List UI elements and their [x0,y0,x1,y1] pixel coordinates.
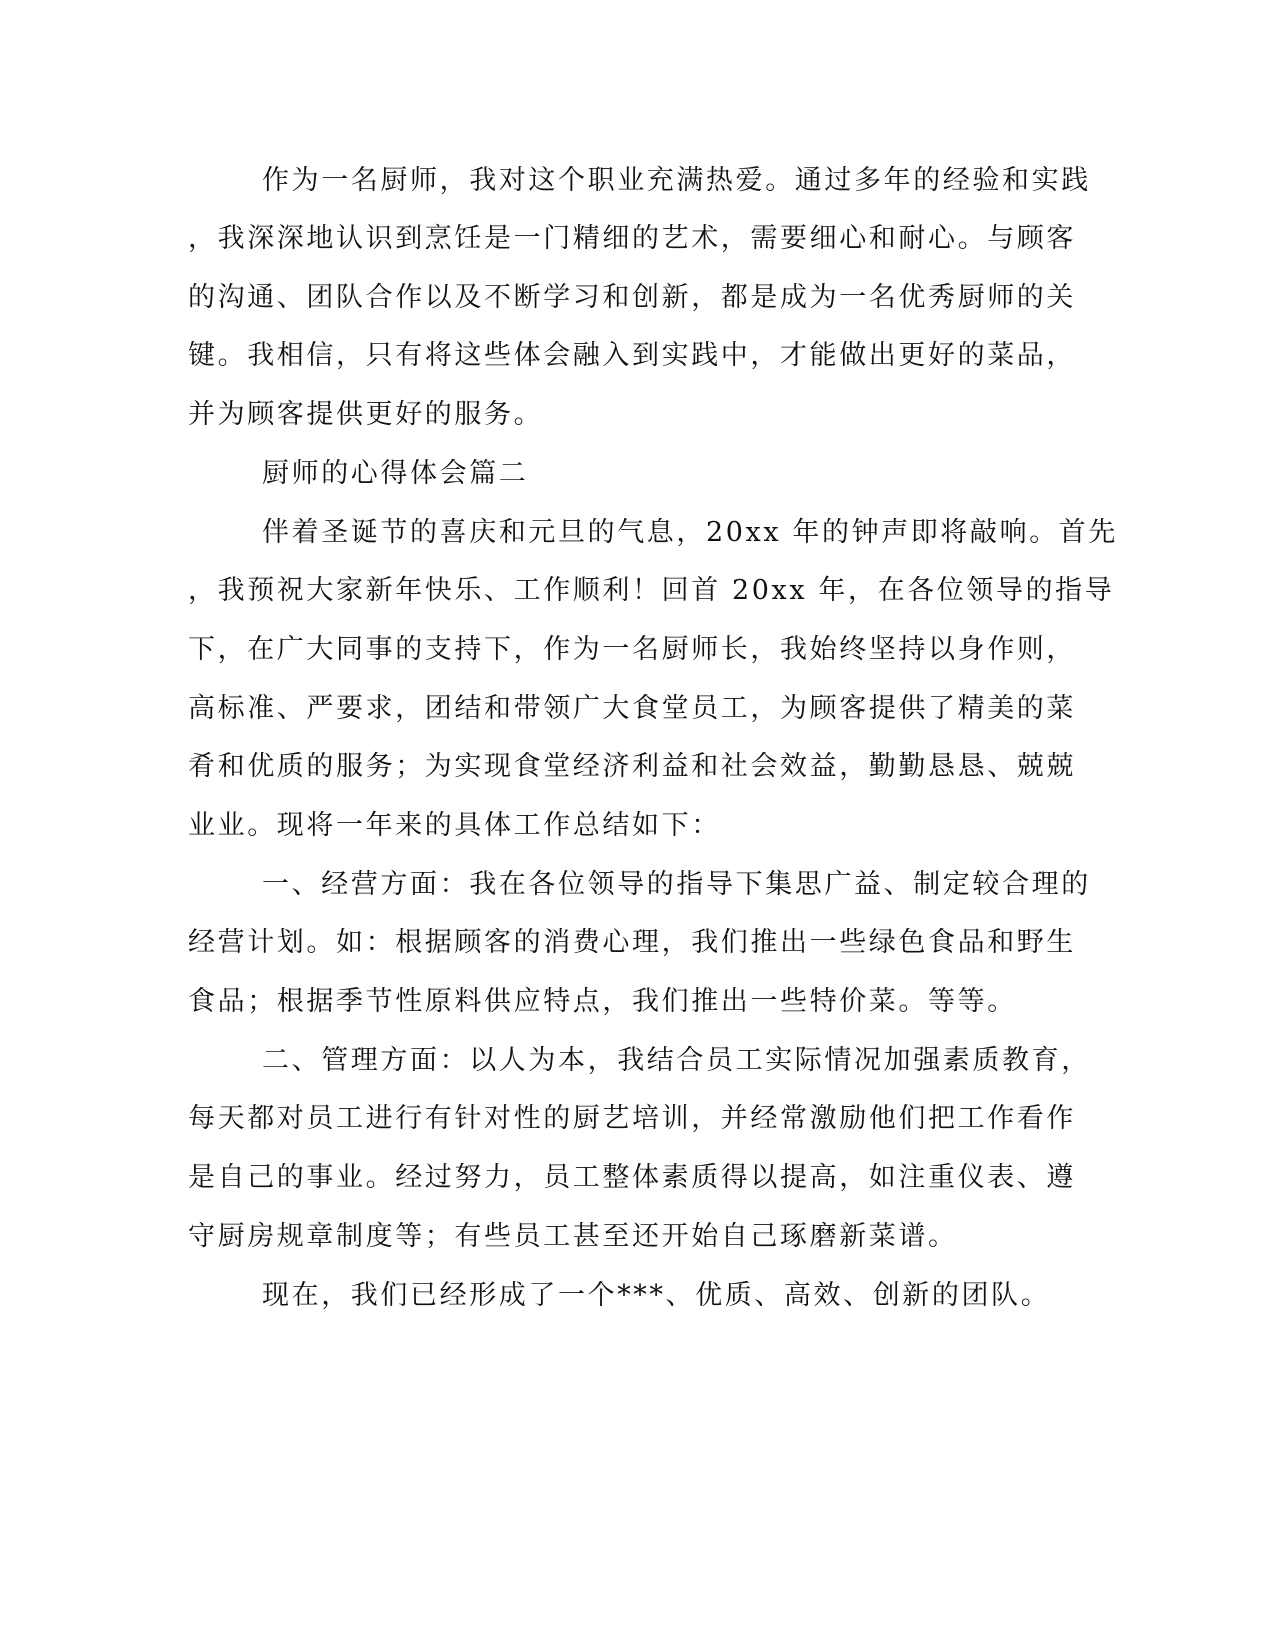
text-line: 并为顾客提供更好的服务。 [188,399,544,430]
text-line: 现在，我们已经形成了一个***、优质、高效、创新的团队。 [262,1280,1051,1311]
text-line: 的沟通、团队合作以及不断学习和创新，都是成为一名优秀厨师的关 [188,282,1076,313]
text-line: 经营计划。如：根据顾客的消费心理，我们推出一些绿色食品和野生 [188,927,1076,958]
text-line: ，我预祝大家新年快乐、工作顺利！回首 20xx 年，在各位领导的指导 [188,575,1115,606]
text-line: 守厨房规章制度等；有些员工甚至还开始自己琢磨新菜谱。 [188,1221,958,1252]
text-line: 食品；根据季节性原料供应特点，我们推出一些特价菜。等等。 [188,986,1017,1017]
text-line: 是自己的事业。经过努力，员工整体素质得以提高，如注重仪表、遵 [188,1162,1076,1193]
section-heading: 厨师的心得体会篇二 [262,458,529,489]
text-line: 伴着圣诞节的喜庆和元旦的气息，20xx 年的钟声即将敲响。首先 [262,517,1118,548]
text-line: 键。我相信，只有将这些体会融入到实践中，才能做出更好的菜品， [188,340,1076,371]
text-line: 业业。现将一年来的具体工作总结如下： [188,810,721,841]
text-line: 下，在广大同事的支持下，作为一名厨师长，我始终坚持以身作则， [188,634,1076,665]
text-line: 肴和优质的服务；为实现食堂经济利益和社会效益，勤勤恳恳、兢兢 [188,751,1076,782]
text-line: 每天都对员工进行有针对性的厨艺培训，并经常激励他们把工作看作 [188,1103,1076,1134]
text-line: 一、经营方面：我在各位领导的指导下集思广益、制定较合理的 [262,869,1091,900]
text-line: 二、管理方面：以人为本，我结合员工实际情况加强素质教育， [262,1045,1091,1076]
text-line: 作为一名厨师，我对这个职业充满热爱。通过多年的经验和实践 [262,165,1091,196]
text-line: 高标准、严要求，团结和带领广大食堂员工，为顾客提供了精美的菜 [188,693,1076,724]
text-line: ，我深深地认识到烹饪是一门精细的艺术，需要细心和耐心。与顾客 [188,223,1076,254]
